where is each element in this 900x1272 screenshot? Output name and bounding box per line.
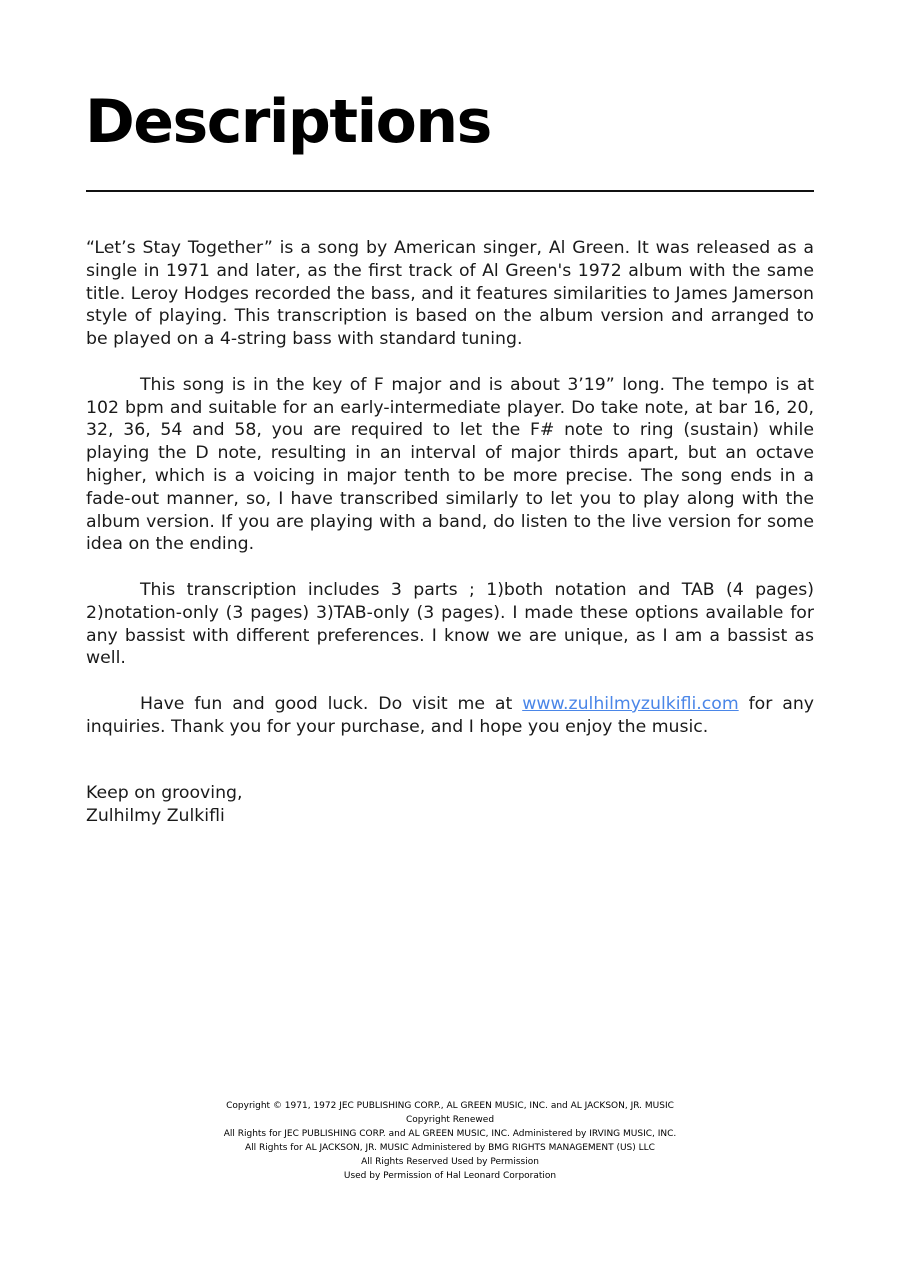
page-title: Descriptions (85, 87, 491, 157)
copyright-notice (150, 1099, 750, 1183)
copyright-line: All Rights for AL JACKSON, JR. MUSIC Administered by BMG RIGHTS MANAGEMENT (US) LLC (245, 1143, 655, 1153)
copyright-line: Used by Permission of Hal Leonard Corporation (343, 1171, 557, 1181)
closing-text-end: for any inquiries. Thank you for your purchase, and I hope you enjoy the music. (86, 693, 814, 737)
paragraph-song-details: This song is in the key of F major and is about 3’19” long. The tempo is at 102 bpm and suitable for an early-intermediate player. Do take note, at bar 16, 20, 32, 36, 54 and 58, you are required to let the F# note to ring (sustain) while playing the D note, resulting in an interval of major thirds apart, but an octave higher, which is a voicing in major tenth to be more precise. The song ends in a fade-out manner, so, I have transcribed similarly to let you to play along with the album version. If you are playing with a band, do listen to the live version for some idea on the ending. (86, 374, 814, 555)
website-link[interactable]: www.zulhilmyzulkifli.com (522, 693, 739, 714)
signoff (86, 782, 243, 828)
copyright-line: All Rights for JEC PUBLISHING CORP. and AL GREEN MUSIC, INC. Administered by IRVING MUSIC, INC. (223, 1129, 677, 1139)
description-body (86, 237, 814, 761)
paragraph-parts: This transcription includes 3 parts ; 1)both notation and TAB (4 pages) 2)notation-only (3 pages) 3)TAB-only (3 pages). I made these options available for any bassist with different preferences. I know we are unique, as I am a bassist as well. (86, 579, 814, 669)
title-divider (86, 190, 814, 192)
copyright-line: All Rights Reserved Used by Permission (361, 1157, 539, 1167)
closing-text-start: Have fun and good luck. Do visit me at (140, 693, 523, 714)
copyright-line: Copyright © 1971, 1972 JEC PUBLISHING CORP., AL GREEN MUSIC, INC. and AL JACKSON, JR. MUSIC (226, 1101, 674, 1111)
signoff-author: Zulhilmy Zulkifli (86, 806, 225, 826)
copyright-line: Copyright Renewed (405, 1115, 495, 1125)
signoff-greeting: Keep on grooving, (86, 783, 243, 803)
paragraph-closing (86, 693, 814, 739)
paragraph-intro: “Let’s Stay Together” is a song by American singer, Al Green. It was released as a single in 1971 and later, as the first track of Al Green's 1972 album with the same title. Leroy Hodges recorded the bass, and it features similarities to James Jamerson style of playing. This transcription is based on the album version and arranged to be played on a 4-string bass with standard tuning. (86, 238, 814, 350)
